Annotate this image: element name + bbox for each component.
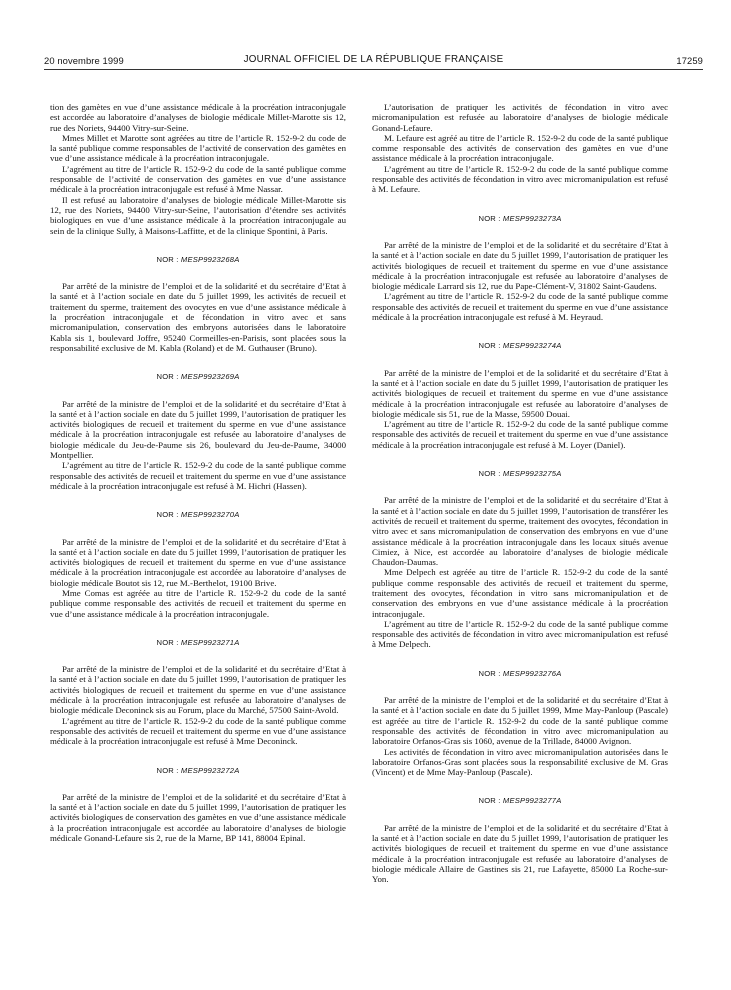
nor-label: NOR :: [156, 637, 181, 647]
nor-code: MESP9923272A: [180, 765, 240, 775]
paragraph: Par arrêté de la ministre de l’emploi et de la solidarité et du secrétaire d’Etat à la santé et à l’action sociale en date du 5 juillet 1999, les activités de recueil et traitement du sperme, traitement des ovocytes en vue d’une assistance médicale à la procréation intraconjugale et de fécondation in vitro avec et sans micromanipulation, conservation des embryons autorisées dans le laboratoire Kabla sis 1, boulevard Joffre, 95240 Cormeilles-en-Parisis, sont placées sous la responsabilité exclusive de M. Kabla (Roland) et de M. Guthauser (Bruno).: [50, 281, 346, 353]
paragraph: Mme Comas est agréée au titre de l’article R. 152-9-2 du code de la santé publique comme responsable des activités de recueil et traitement du sperme en vue d’une assistance médicale à la procréation intraconjugale.: [50, 587, 346, 619]
paragraph: Mme Delpech est agréée au titre de l’article R. 152-9-2 du code de la santé publique comme responsable des activités de recueil et traitement du sperme, traitement des ovocytes, fécondation in vitro sans micromanipulation et de conservation des embryons en vue d’une assistance médicale à la procréation intraconjugale.: [372, 567, 668, 619]
paragraph: Par arrêté de la ministre de l’emploi et de la solidarité et du secrétaire d’Etat à la santé et à l’action sociale en date du 5 juillet 1999, l’autorisation de pratiquer les activités biologiques de recueil et traitement du sperme en vue d’une assistance médicale à la procréation intraconjugale est refusée au laboratoire d’analyses de biologie médicale Allaire de Gastines sis 21, rue Lafayette, 85000 La Roche-sur-Yon.: [372, 822, 668, 885]
paragraph: L’agrément au titre de l’article R. 152-9-2 du code de la santé publique comme responsable des activités de fécondation in vitro avec micromanipulation est refusé à Mme Delpech.: [372, 618, 668, 650]
nor-reference: [50, 766, 346, 776]
nor-label: NOR :: [156, 254, 181, 264]
paragraph: Par arrêté de la ministre de l’emploi et de la solidarité et du secrétaire d’Etat à la santé et à l’action sociale en date du 5 juillet 1999, l’autorisation de pratiquer les activités biologiques de recueil et traitement du sperme en vue d’une assistance médicale à la procréation intraconjugale est refusée au laboratoire d’analyses de biologie médicale du Jeu-de-Paume sis 26, boulevard du Jeu-de-Paume, 34000 Montpellier.: [50, 398, 346, 461]
paragraph: L’autorisation de pratiquer les activités de fécondation in vitro avec micromanipulation est refusée au laboratoire d’analyses de biologie médicale Gonand-Lefaure.: [372, 102, 668, 133]
paragraph: Les activités de fécondation in vitro avec micromanipulation autorisées dans le laboratoire Orfanos-Gras sont placées sous la responsabilité exclusive de M. Gras (Vincent) et de Mme May-Panloup (Pascale).: [372, 746, 668, 778]
nor-code: MESP9923277A: [502, 796, 562, 806]
header-page-number: 17259: [676, 55, 703, 66]
paragraph: Mmes Millet et Marotte sont agréées au titre de l’article R. 152-9-2 du code de la santé publique comme responsables de l’activité de conservation des gamètes en vue d’une assistance médicale à la procréation intraconjugale.: [50, 132, 346, 164]
paragraph: Par arrêté de la ministre de l’emploi et de la solidarité et du secrétaire d’Etat à la santé et à l’action sociale en date du 5 juillet 1999, l’autorisation de pratiquer les activités biologiques de recueil et traitement du sperme en vue d’une assistance médicale à la procréation intraconjugale est refusée au laboratoire d’analyses de biologie médicale sis 51, rue de la Masse, 59500 Douai.: [372, 367, 668, 419]
paragraph: Par arrêté de la ministre de l’emploi et de la solidarité et du secrétaire d’Etat à la santé et à l’action sociale en date du 5 juillet 1999, Mme May-Panloup (Pascale) est agréée au titre de l’article R. 152-9-2 du code de la santé publique comme responsable des activités de fécondation in vitro avec micromanipulation au laboratoire Orfanos-Gras sis 1060, avenue de la Trillade, 84000 Avignon.: [372, 695, 668, 747]
nor-reference: [372, 469, 668, 479]
nor-reference: [372, 214, 668, 224]
nor-label: NOR :: [478, 796, 503, 806]
nor-label: NOR :: [156, 372, 181, 382]
nor-label: NOR :: [478, 213, 503, 223]
nor-reference: [50, 255, 346, 265]
right-column: [372, 102, 668, 885]
nor-code: MESP9923275A: [502, 469, 562, 479]
paragraph: Il est refusé au laboratoire d’analyses de biologie médicale Millet-Marotte sis 12, rue des Noriets, 94400 Vitry-sur-Seine, l’autorisation d’étendre ses activités biologiques en vue d’une assistance médicale à la procréation intraconjugale au sein de la clinique Sully, à Maisons-Laffitte, et de la clinique Spontini, à Paris.: [50, 194, 346, 236]
nor-label: NOR :: [156, 765, 181, 775]
paragraph: L’agrément au titre de l’article R. 152-9-2 du code de la santé publique comme responsable des activités de recueil et traitement du sperme en vue d’une assistance médicale à la procréation intraconjugale est refusé à M. Loyer (Daniel).: [372, 419, 668, 450]
nor-reference: [50, 638, 346, 648]
left-column: [50, 102, 346, 843]
nor-reference: [372, 669, 668, 679]
paragraph: Par arrêté de la ministre de l’emploi et de la solidarité et du secrétaire d’Etat à la santé et à l’action sociale en date du 5 juillet 1999, l’autorisation de pratiquer les activités biologiques de conservation des gamètes en vue d’une assistance médicale à la procréation intraconjugale est accordée au laboratoire d’analyses de biologie médicale Gonand-Lefaure sis 2, rue de la Marne, BP 141, 88004 Epinal.: [50, 791, 346, 844]
nor-label: NOR :: [478, 668, 503, 678]
paragraph: tion des gamètes en vue d’une assistance médicale à la procréation intraconjugale est accordée au laboratoire d’analyses de biologie médicale Millet-Marotte sis 12, rue des Noriets, 94400 Vitry-sur-Seine.: [50, 102, 346, 133]
paragraph: Par arrêté de la ministre de l’emploi et de la solidarité et du secrétaire d’Etat à la santé et à l’action sociale en date du 5 juillet 1999, l’autorisation de transférer les activités de recueil et traitement du sperme, traitement des ovocytes, fécondation in vitro avec et sans micromanipulation de conservation des embryons en vue d’une assistance médicale à la procréation intraconjugale dans les locaux situés avenue Cimiez, à Nice, est accordée au laboratoire d’analyses de biologie médicale Chaudon-Daumas.: [372, 495, 668, 568]
nor-reference: [372, 341, 668, 351]
nor-label: NOR :: [156, 510, 181, 520]
paragraph: L’agrément au titre de l’article R. 152-9-2 du code de la santé publique comme responsable des activités de recueil et traitement du sperme en vue d’une assistance médicale à la procréation intraconjugale est refusé à M. Heyraud.: [372, 291, 668, 323]
page-header: [44, 53, 703, 70]
nor-label: NOR :: [478, 469, 503, 479]
nor-reference: [372, 796, 668, 806]
nor-code: MESP9923270A: [180, 510, 240, 520]
nor-code: MESP9923274A: [502, 341, 562, 351]
header-date: 20 novembre 1999: [44, 55, 124, 66]
paragraph: L’agrément au titre de l’article R. 152-9-2 du code de la santé publique comme responsable des activités de fécondation in vitro avec micromanipulation est refusé à M. Lefaure.: [372, 163, 668, 195]
nor-code: MESP9923276A: [502, 668, 562, 678]
nor-label: NOR :: [478, 341, 503, 351]
nor-reference: [50, 510, 346, 520]
nor-code: MESP9923273A: [502, 213, 562, 223]
nor-reference: [50, 372, 346, 382]
header-journal-title: JOURNAL OFFICIEL DE LA RÉPUBLIQUE FRANÇAISE: [243, 54, 504, 65]
nor-code: MESP9923271A: [180, 637, 240, 647]
paragraph: M. Lefaure est agréé au titre de l’article R. 152-9-2 du code de la santé publique comme responsable des activités de conservation des gamètes en vue d’une assistance médicale à la procréation intraconjugale.: [372, 132, 668, 164]
paragraph: Par arrêté de la ministre de l’emploi et de la solidarité et du secrétaire d’Etat à la santé et à l’action sociale en date du 5 juillet 1999, l’autorisation de pratiquer les activités biologiques de recueil et traitement du sperme en vue d’une assistance médicale à la procréation intraconjugale est refusée au laboratoire d’analyses de biologie médicale Larrard sis 12, rue du Pape-Clément-V, 31802 Saint-Gaudens.: [372, 239, 668, 292]
nor-code: MESP9923269A: [180, 372, 240, 382]
paragraph: Par arrêté de la ministre de l’emploi et de la solidarité et du secrétaire d’Etat à la santé et à l’action sociale en date du 5 juillet 1999, l’autorisation de pratiquer les activités biologiques de recueil et traitement du sperme en vue d’une assistance médicale à la procréation intraconjugale est refusée au laboratoire d’analyses de biologie médicale Deconinck sis au Forum, place du Marché, 57500 Saint-Avold.: [50, 664, 346, 716]
paragraph: L’agrément au titre de l’article R. 152-9-2 du code de la santé publique comme responsable de l’activité de conservation des gamètes en vue d’une assistance médicale à la procréation intraconjugale est refusé à Mme Nassar.: [50, 163, 346, 195]
paragraph: L’agrément au titre de l’article R. 152-9-2 du code de la santé publique comme responsable des activités de recueil et traitement du sperme en vue d’une assistance médicale à la procréation intraconjugale est refusé à M. Hichri (Hassen).: [50, 460, 346, 491]
nor-code: MESP9923268A: [180, 254, 240, 264]
paragraph: Par arrêté de la ministre de l’emploi et de la solidarité et du secrétaire d’Etat à la santé et à l’action sociale en date du 5 juillet 1999, l’autorisation de pratiquer les activités biologiques de recueil et traitement du sperme en vue d’une assistance médicale à la procréation intraconjugale est accordée au laboratoire d’analyses de biologie médicale Boutot sis 12, rue M.-Berthelot, 19100 Brive.: [50, 536, 346, 588]
paragraph: L’agrément au titre de l’article R. 152-9-2 du code de la santé publique comme responsable des activités de recueil et traitement du sperme en vue d’une assistance médicale à la procréation intraconjugale est refusé à Mme Deconinck.: [50, 715, 346, 747]
